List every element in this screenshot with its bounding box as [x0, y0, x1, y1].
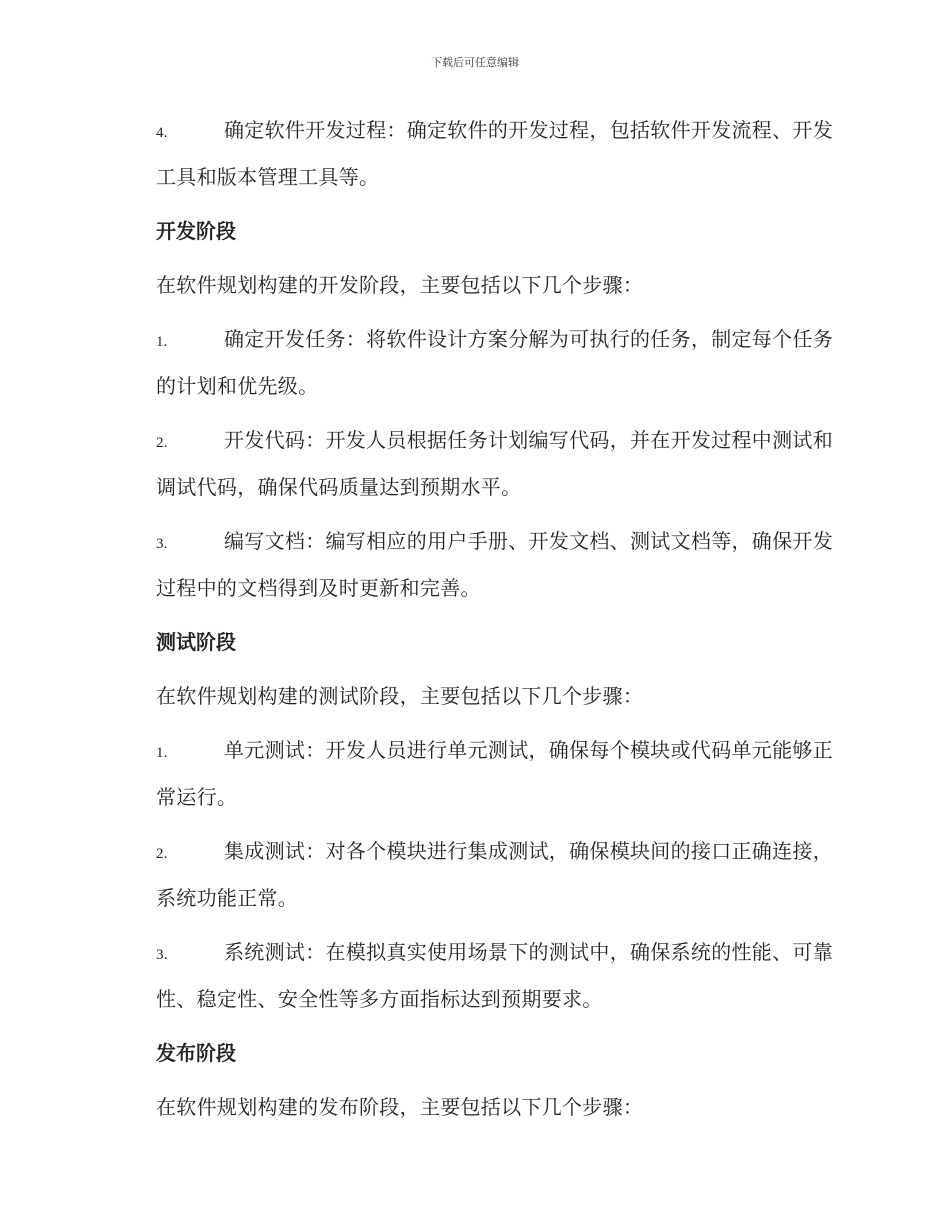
section-heading-development: 开发阶段: [156, 219, 236, 243]
list-number: 4.: [156, 125, 168, 141]
section-heading-testing: 测试阶段: [156, 630, 236, 654]
paragraph-intro-release: 在软件规划构建的发布阶段，主要包括以下几个步骤：: [156, 1095, 644, 1119]
list-number: 3.: [156, 536, 168, 552]
page-header: 下载后可任意编辑: [431, 56, 519, 69]
list-item-1: [112, 728, 837, 819]
list-item-4: [112, 108, 837, 199]
list-item-3: [112, 930, 837, 1021]
paragraph-intro-testing: 在软件规划构建的测试阶段，主要包括以下几个步骤：: [156, 684, 644, 708]
list-item-2: [112, 418, 837, 509]
section-heading-release: 发布阶段: [156, 1041, 236, 1065]
list-item-3: [112, 519, 837, 610]
list-item-text: 编写文档：编写相应的用户手册、开发文档、测试文档等，确保开发过程中的文档得到及时更新和完善。: [156, 529, 833, 600]
list-item-text: 开发代码：开发人员根据任务计划编写代码，并在开发过程中测试和调试代码，确保代码质量达到预期水平。: [156, 428, 833, 499]
list-number: 1.: [156, 334, 168, 350]
list-item-1: [112, 317, 837, 408]
list-item-text: 确定软件开发过程：确定软件的开发过程，包括软件开发流程、开发工具和版本管理工具等。: [156, 118, 833, 189]
list-item-text: 确定开发任务：将软件设计方案分解为可执行的任务，制定每个任务的计划和优先级。: [156, 327, 833, 398]
list-item-text: 系统测试：在模拟真实使用场景下的测试中，确保系统的性能、可靠性、稳定性、安全性等多方面指标达到预期要求。: [156, 940, 833, 1011]
list-item-text: 单元测试：开发人员进行单元测试，确保每个模块或代码单元能够正常运行。: [156, 738, 833, 809]
list-number: 3.: [156, 947, 168, 963]
list-number: 1.: [156, 745, 168, 761]
list-item-2: [112, 829, 837, 920]
document-body: [112, 108, 837, 1139]
paragraph-intro-development: 在软件规划构建的开发阶段，主要包括以下几个步骤：: [156, 273, 644, 297]
list-number: 2.: [156, 846, 168, 862]
list-item-text: 集成测试：对各个模块进行集成测试，确保模块间的接口正确连接，系统功能正常。: [156, 839, 833, 910]
list-number: 2.: [156, 435, 168, 451]
